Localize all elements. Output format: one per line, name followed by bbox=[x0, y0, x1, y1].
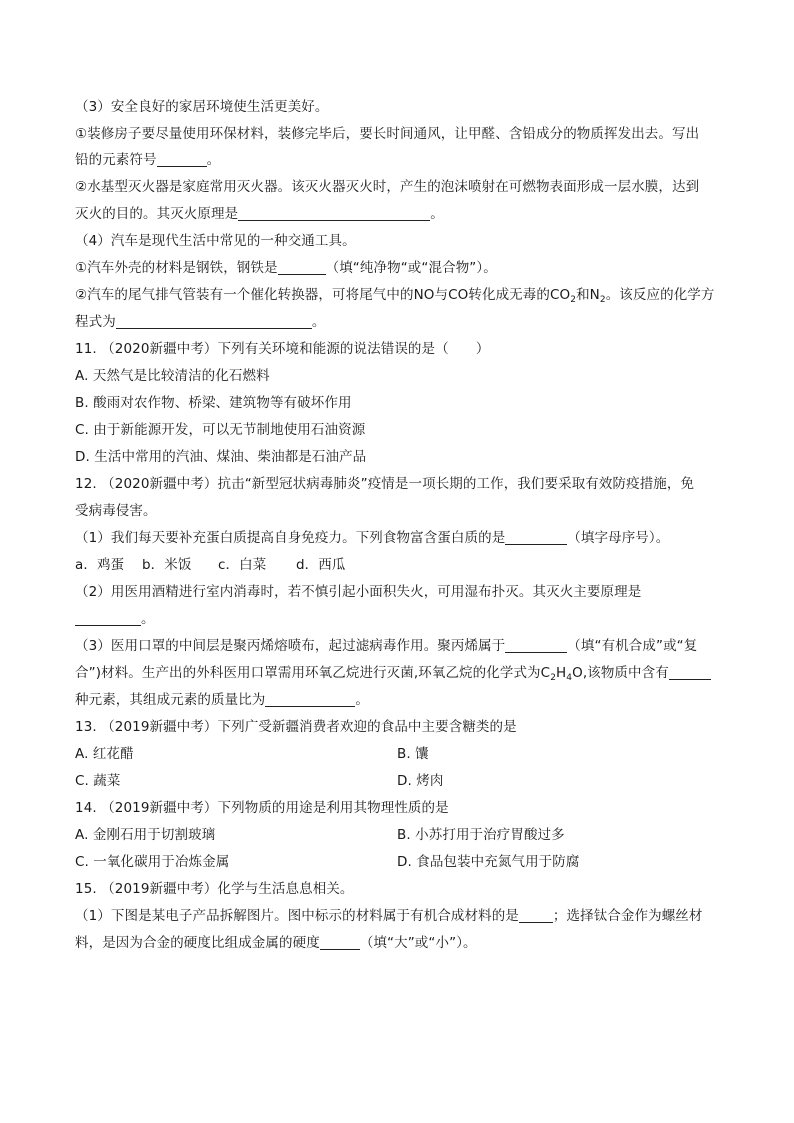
option-row bbox=[75, 745, 735, 763]
text-line: 料，是因为合金的硬度比组成金属的硬度 （填“大”或“小”）。 bbox=[75, 935, 477, 951]
option-c[interactable]: C. 蔬菜 bbox=[75, 773, 121, 789]
option-b[interactable]: B. 馕 bbox=[397, 746, 429, 762]
question-15-stem: 15. （2019新疆中考）化学与生活息息相关。 bbox=[75, 881, 354, 897]
text-line: 。 bbox=[75, 610, 735, 628]
answer-blank[interactable] bbox=[238, 206, 430, 221]
text-line: ②水基型灭火器是家庭常用灭火器。该灭火器灭火时，产生的泡沫喷射在可燃物表面形成一层水膜，达到 bbox=[75, 179, 700, 195]
text-line: （1）下图是某电子产品拆解图片。图中标示的材料属于有机合成材料的是 ；选择钛合金作为螺丝材 bbox=[75, 908, 703, 924]
option-a[interactable]: A. 天然气是比较清洁的化石燃料 bbox=[75, 368, 270, 384]
option-a[interactable]: A. 红花醋 bbox=[75, 746, 134, 762]
option-d[interactable]: D. 生活中常用的汽油、煤油、柴油都是石油产品 bbox=[75, 449, 367, 465]
option-row bbox=[75, 826, 735, 844]
option-d[interactable]: D. 烤肉 bbox=[397, 773, 444, 789]
text-line: （3）安全良好的家居环境使生活更美好。 bbox=[75, 99, 329, 115]
option-b[interactable]: B. 酸雨对农作物、桥梁、建筑物等有破坏作用 bbox=[75, 395, 352, 411]
text-line: （1）我们每天要补充蛋白质提高自身免疫力。下列食物富含蛋白质的是 （填字母序号）。 bbox=[75, 530, 670, 546]
answer-blank[interactable] bbox=[505, 638, 567, 653]
choice-d[interactable]: d．西瓜 bbox=[296, 557, 346, 573]
text-line: 种元素，其组成元素的质量比为 。 bbox=[75, 692, 370, 708]
text-line: ②汽车的尾气排气管装有一个催化转换器，可将尾气中的NO与CO转化成无毒的$CO_2$和$N_2$。该反应的化学方 bbox=[75, 287, 715, 305]
answer-blank[interactable] bbox=[157, 152, 207, 167]
choice-b[interactable]: b．米饭 bbox=[142, 557, 192, 573]
option-row bbox=[75, 772, 735, 790]
question-13-stem: 13. （2019新疆中考）下列广受新疆消费者欢迎的食品中主要含糖类的是 bbox=[75, 719, 517, 735]
text-line: ①装修房子要尽量使用环保材料，装修完毕后，要长时间通风，让甲醛、含铅成分的物质挥发出去。写出 bbox=[75, 126, 700, 142]
choice-row bbox=[75, 556, 735, 574]
text-line: 铅的元素符号 。 bbox=[75, 152, 221, 168]
option-d[interactable]: D. 食品包装中充氮气用于防腐 bbox=[397, 854, 580, 870]
text-line: ①汽车外壳的材料是钢铁，钢铁是 （填“纯净物“或“混合物”）。 bbox=[75, 260, 497, 276]
text-line: 合”)材料。生产出的外科医用口罩需用环氧乙烷进行灭菌,环氧乙烷的化学式为$C_2H_4O$,该物质中含有 bbox=[75, 664, 735, 687]
choice-a[interactable]: a．鸡蛋 bbox=[75, 557, 125, 573]
answer-blank[interactable] bbox=[320, 935, 360, 950]
option-b[interactable]: B. 小苏打用于治疗胃酸过多 bbox=[397, 827, 565, 843]
text-line: （4）汽车是现代生活中常见的一种交通工具。 bbox=[75, 233, 356, 249]
option-row bbox=[75, 853, 735, 871]
text-line: （2）用医用酒精进行室内消毒时，若不慎引起小面积失火，可用湿布扑灭。其灭火主要原理是 bbox=[75, 584, 642, 600]
text-line: 受病毒侵害。 bbox=[75, 503, 157, 519]
option-a[interactable]: A. 金刚石用于切割玻璃 bbox=[75, 827, 216, 843]
option-c[interactable]: C. 一氧化碳用于冶炼金属 bbox=[75, 854, 230, 870]
answer-blank[interactable] bbox=[75, 611, 141, 626]
answer-blank[interactable] bbox=[669, 665, 711, 680]
answer-blank[interactable] bbox=[116, 314, 312, 329]
question-11-stem: 11. （2020新疆中考）下列有关环境和能源的说法错误的是（ ） bbox=[75, 341, 490, 357]
text-line: 程式为 。 bbox=[75, 314, 326, 330]
answer-blank[interactable] bbox=[505, 530, 567, 545]
question-12-stem: 12. （2020新疆中考）抗击“新型冠状病毒肺炎”疫情是一项长期的工作，我们要采取有效防疫措施，免 bbox=[75, 476, 695, 492]
answer-blank[interactable] bbox=[519, 908, 553, 923]
answer-blank[interactable] bbox=[265, 692, 355, 707]
question-14-stem: 14. （2019新疆中考）下列物质的用途是利用其物理性质的是 bbox=[75, 800, 449, 816]
choice-c[interactable]: c．白菜 bbox=[218, 557, 267, 573]
text-line: （3）医用口罩的中间层是聚丙烯熔喷布，起过滤病毒作用。聚丙烯属于 （填“有机合成”或“复 bbox=[75, 638, 698, 654]
text-line: 灭火的目的。其灭火原理是 。 bbox=[75, 206, 444, 222]
option-c[interactable]: C. 由于新能源开发，可以无节制地使用石油资源 bbox=[75, 422, 366, 438]
answer-blank[interactable] bbox=[278, 260, 326, 275]
